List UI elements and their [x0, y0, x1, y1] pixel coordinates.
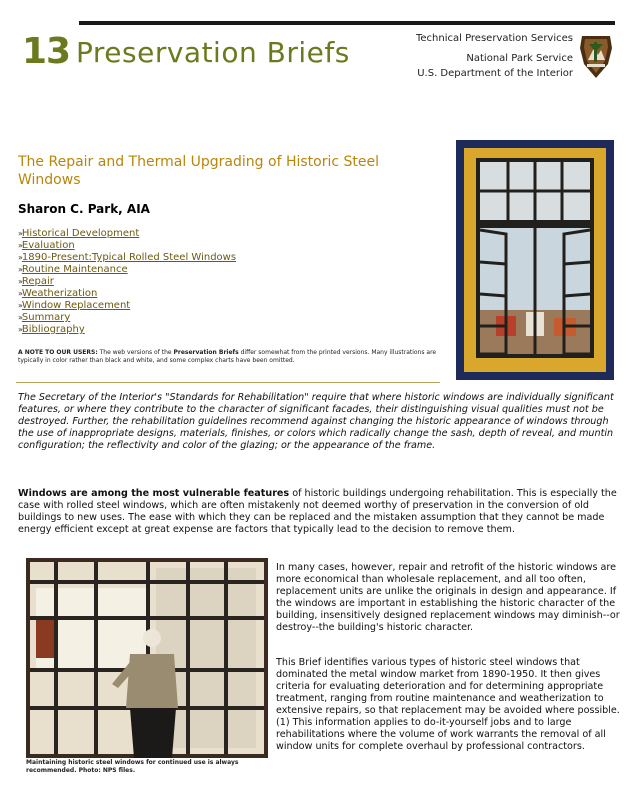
body-paragraph-3: This Brief identifies various types of historic steel windows that dominated the metal window market from 1890-1950. It then gives criteria for evaluating deterioration and for determining appropriate treatment, ranging from routine maintenance and weatherization to extensive repairs, so that replacement may be avoided where possible.(1) This information applies to do-it-yourself jobs and to large rehabilitations where the volume of work warrants the removal of all window units for complete overhaul by professional contractors.: [276, 657, 620, 752]
double-chevron-icon: »: [18, 265, 22, 274]
article-title: The Repair and Thermal Upgrading of Historic Steel Windows: [18, 154, 379, 188]
users-note-lead: A NOTE TO OUR USERS:: [18, 349, 98, 356]
double-chevron-icon: »: [18, 301, 22, 310]
toc-link-summary[interactable]: Summary: [21, 312, 71, 323]
double-chevron-icon: »: [18, 253, 22, 262]
steel-window-illustration: [456, 140, 614, 380]
body-paragraph-1-text: of historic buildings undergoing rehabilitation. This is especially the case with rolled steel windows, which are often mistakenly not deemed worthy of preservation in the conversion of old buildings to new uses. The ease with which they can be replaced and the mistaken assumption that they cannot be made energy efficient except at great expense are factors that typically lead to the decision to remove them.: [18, 488, 617, 535]
agency-line-1: Technical Preservation Services: [415, 33, 573, 44]
users-note: [18, 349, 448, 365]
users-note-body-b: differ somewhat from the printed versions. Many illustrations are typically in color rather than black and white, and some complex charts have been omitted.: [18, 349, 437, 364]
toc-link-repair[interactable]: Repair: [21, 276, 54, 287]
toc-item: [18, 264, 236, 276]
brief-number: 13: [22, 31, 71, 72]
series-title: Preservation Briefs: [76, 36, 350, 69]
toc-link-bibliography[interactable]: Bibliography: [21, 324, 85, 335]
header-rule: [79, 21, 615, 25]
table-of-contents: [18, 228, 236, 336]
toc-link-routine-maintenance[interactable]: Routine Maintenance: [21, 264, 128, 275]
article-author: Sharon C. Park, AIA: [18, 202, 150, 216]
toc-item: [18, 300, 236, 312]
toc-link-weatherization[interactable]: Weatherization: [21, 288, 98, 299]
standards-intro: The Secretary of the Interior's "Standards for Rehabilitation" require that where historic windows are individually significant features, or where they contribute to the character of significant facades, their distinguishing visual qualities must not be destroyed. Further, the rehabilitation guidelines recommend against changing the historic appearance of windows through the use of inappropriate designs, materials, finishes, or colors which radically change the sash, depth of reveal, and muntin configuration; the reflectivity and color of the glazing; or the appearance of the frame.: [18, 392, 614, 451]
toc-item: [18, 276, 236, 288]
toc-link-historical-development[interactable]: Historical Development: [21, 228, 140, 239]
toc-item: [18, 252, 236, 264]
toc-item: [18, 240, 236, 252]
toc-item: [18, 312, 236, 324]
double-chevron-icon: »: [18, 241, 22, 250]
toc-link-typical-windows[interactable]: 1890-Present:Typical Rolled Steel Windows: [21, 252, 237, 263]
toc-item: [18, 324, 236, 336]
section-divider: [16, 382, 440, 383]
double-chevron-icon: »: [18, 229, 22, 238]
toc-link-window-replacement[interactable]: Window Replacement: [21, 300, 131, 311]
double-chevron-icon: »: [18, 277, 22, 286]
toc-item: [18, 228, 236, 240]
users-note-body-a: The web versions of the: [97, 349, 174, 356]
body-paragraph-1-lead: Windows are among the most vulnerable features: [18, 488, 290, 499]
users-note-emph: Preservation Briefs: [173, 349, 239, 356]
body-paragraph-2: In many cases, however, repair and retrofit of the historic windows are more economical than wholesale replacement, and all too often, replacement units are unlike the originals in design and appearance. If the windows are important in establishing the historic character of the building, insensitively designed replacement windows may diminish--or destroy--the building's historic character.: [276, 562, 620, 633]
agency-line-3: U.S. Department of the Interior: [417, 68, 573, 79]
photo-caption: Maintaining historic steel windows for continued use is always recommended. Photo: NPS files.: [26, 759, 239, 774]
double-chevron-icon: »: [18, 289, 22, 298]
toc-item: [18, 288, 236, 300]
body-paragraph-1: [18, 488, 620, 536]
double-chevron-icon: »: [18, 313, 22, 322]
toc-link-evaluation[interactable]: Evaluation: [21, 240, 75, 251]
double-chevron-icon: »: [18, 325, 22, 334]
agency-line-2: National Park Service: [466, 53, 573, 64]
worker-photo: [26, 558, 268, 758]
nps-arrowhead-logo: [578, 30, 614, 80]
